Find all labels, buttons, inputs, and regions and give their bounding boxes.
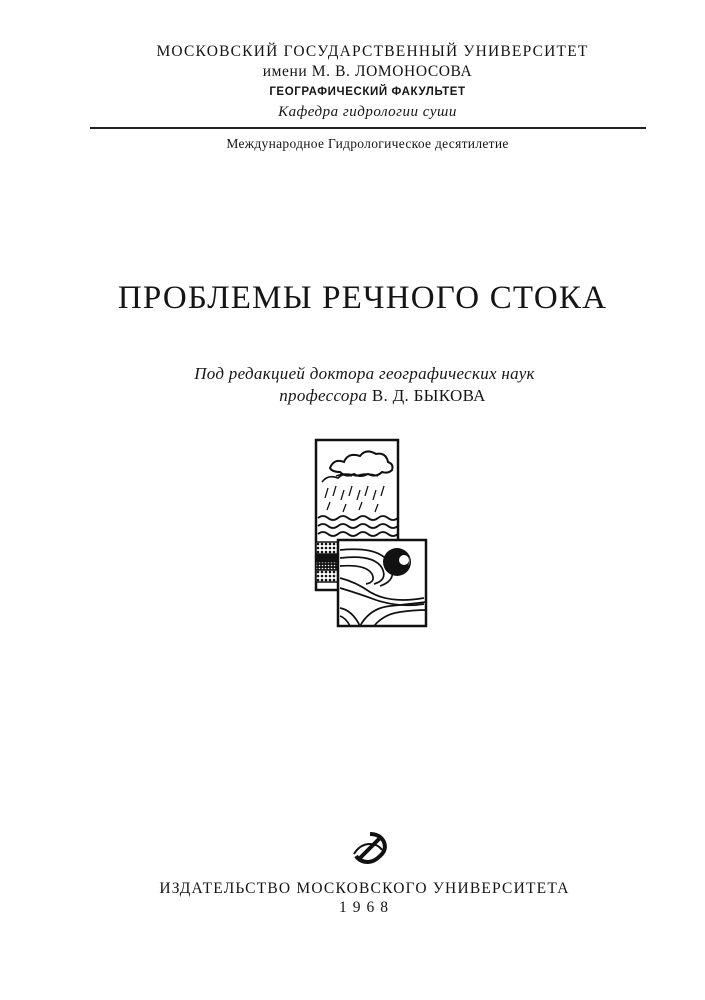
university-named-after: имени М. В. ЛОМОНОСОВА bbox=[262, 63, 473, 80]
header-divider bbox=[90, 127, 646, 129]
university-name: МОСКОВСКИЙ ГОСУДАРСТВЕННЫЙ УНИВЕРСИТЕТ bbox=[156, 43, 589, 60]
editor-name: В. Д. БЫКОВА bbox=[371, 386, 486, 405]
publication-year: 1968 bbox=[339, 899, 394, 916]
publisher-name: ИЗДАТЕЛЬСТВО МОСКОВСКОГО УНИВЕРСИТЕТА bbox=[159, 880, 570, 897]
book-title: ПРОБЛЕМЫ РЕЧНОГО СТОКА bbox=[117, 280, 608, 316]
faculty-name: ГЕОГРАФИЧЕСКИЙ ФАКУЛЬТЕТ bbox=[269, 86, 466, 98]
editor-line-1: Под редакцией доктора географических наук bbox=[194, 364, 535, 383]
editor-title: профессора bbox=[279, 386, 368, 405]
department-name: Кафедра гидрологии суши bbox=[278, 104, 457, 120]
hydrological-cycle-emblem-icon bbox=[300, 438, 430, 630]
editor-line-2 bbox=[30, 386, 705, 406]
series-line: Международное Гидрологическое десятилетие bbox=[226, 136, 509, 151]
moscow-university-press-logo-icon bbox=[350, 832, 390, 866]
